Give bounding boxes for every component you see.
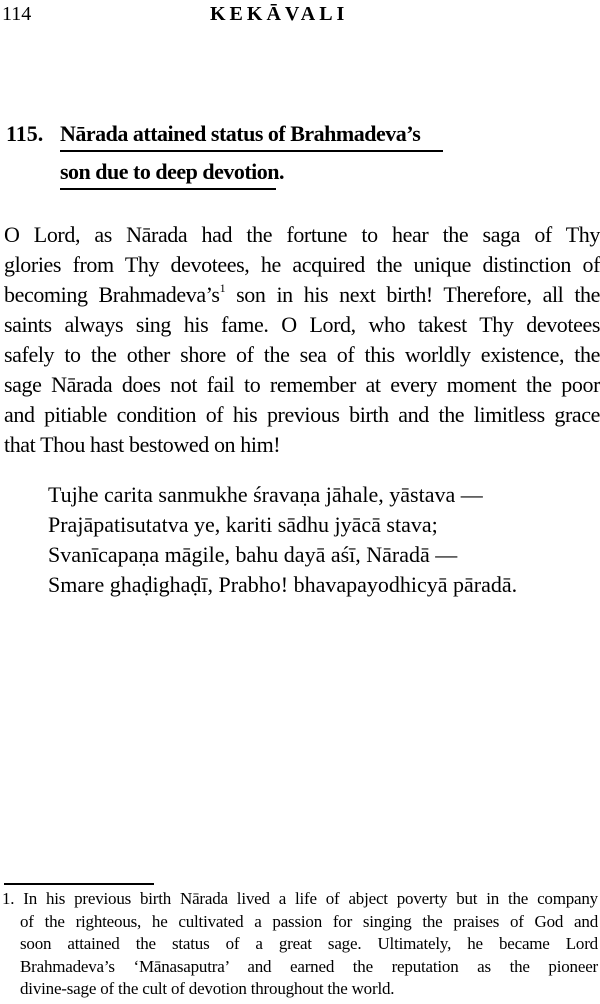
section-number: 115.	[6, 121, 44, 146]
body-line-part: son in his next birth! Therefore, all the	[236, 282, 600, 307]
section-title-line-1: Nārada attained status of Brahmadeva’s	[60, 120, 443, 152]
footnote	[2, 888, 598, 1001]
verse-block	[48, 480, 517, 600]
footnote-line: divine-sage of the cult of devotion throughout the world.	[20, 979, 395, 998]
section-title-line-2: son due to deep devotion.	[60, 158, 276, 190]
footnote-line: soon attained the status of a great sage. Ultimately, he became Lord	[20, 934, 598, 953]
verse-line: Prajāpatisutatva ye, kariti sādhu jyācā stava;	[48, 512, 438, 537]
verse-line: Smare ghaḍighaḍī, Prabho! bhavapayodhicyā pāradā.	[48, 572, 518, 597]
body-paragraph	[4, 220, 600, 460]
body-line: O Lord, as Nārada had the fortune to hear the saga of Thy	[4, 222, 600, 247]
body-line: glories from Thy devotees, he acquired the unique distinction of	[4, 252, 600, 277]
footnote-line	[2, 888, 598, 911]
body-line	[4, 280, 600, 310]
running-title: KEKĀVALI	[210, 3, 349, 25]
body-line: safely to the other shore of the sea of this worldly existence, the	[4, 342, 600, 367]
footnote-divider	[4, 883, 154, 885]
verse-line: Tujhe carita sanmukhe śravaṇa jāhale, yāstava —	[48, 482, 483, 507]
section-heading	[6, 120, 443, 190]
footnote-line: of the righteous, he cultivated a passion for singing the praises of God and	[20, 911, 598, 931]
page-number: 114	[2, 3, 32, 25]
footnote-reference: 1	[219, 281, 226, 295]
body-line-part: becoming Brahmadeva’s	[4, 282, 220, 307]
body-line: that Thou hast bestowed on him!	[4, 432, 281, 457]
footnote-line: Brahmadeva’s ‘Mānasaputra’ and earned the reputation as the pioneer	[20, 956, 598, 976]
footnote-number: 1.	[2, 889, 15, 908]
footnote-line-text: In his previous birth Nārada lived a life of abject poverty but in the company	[23, 889, 598, 908]
body-line: saints always sing his fame. O Lord, who takest Thy devotees	[4, 312, 600, 337]
verse-line: Svanīcapaṇa māgile, bahu dayā aśī, Nāradā —	[48, 542, 458, 567]
body-line: and pitiable condition of his previous birth and the limitless grace	[4, 402, 600, 427]
body-line: sage Nārada does not fail to remember at every moment the poor	[4, 372, 600, 397]
